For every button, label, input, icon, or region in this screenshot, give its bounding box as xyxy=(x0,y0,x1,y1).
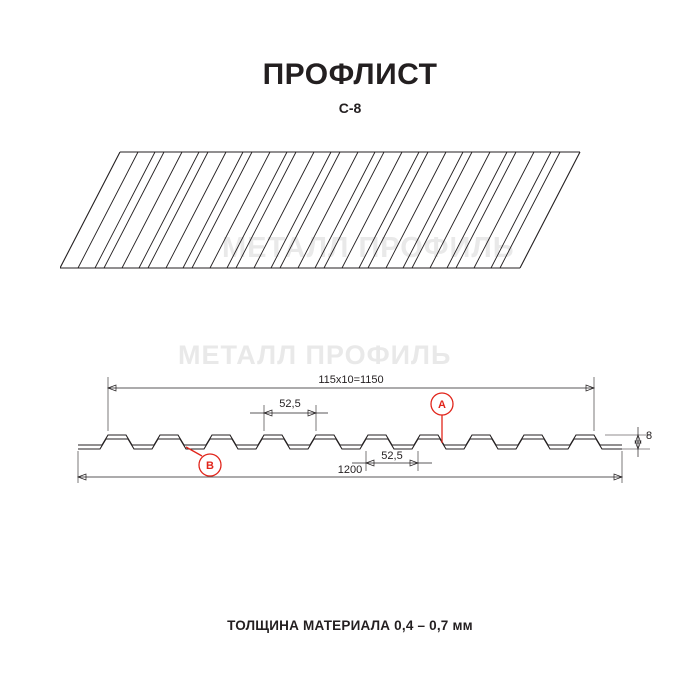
page-title: ПРОФЛИСТ xyxy=(262,58,438,91)
dimension-top-overall xyxy=(108,374,594,431)
dimension-pitch-lower-label: 52,5 xyxy=(381,450,403,462)
isometric-sheet-view xyxy=(60,140,640,305)
profile-cross-section xyxy=(78,435,622,449)
dimension-pitch-upper-label: 52,5 xyxy=(279,398,301,410)
dimension-top-overall-label: 115х10=1150 xyxy=(318,374,384,386)
material-thickness-note: ТОЛЩИНА МАТЕРИАЛА 0,4 – 0,7 мм xyxy=(227,618,473,633)
callout-b-label: B xyxy=(206,460,214,472)
dimension-height-label: 8 xyxy=(646,430,653,442)
callout-b xyxy=(186,447,221,476)
dimension-pitch-upper xyxy=(250,398,328,431)
profile-model-label: С-8 xyxy=(338,100,362,116)
dimension-pitch-lower xyxy=(352,450,432,471)
iso-corrugation-group xyxy=(60,152,580,268)
cross-section-view xyxy=(60,355,660,490)
watermark-lower: МЕТАЛЛ ПРОФИЛЬ xyxy=(178,340,452,370)
dimension-bottom-overall-label: 1200 xyxy=(337,464,363,476)
dimension-bottom-overall xyxy=(78,451,622,483)
watermark-upper: МЕТАЛЛ ПРОФИЛЬ xyxy=(222,232,515,264)
dimension-height xyxy=(605,427,652,457)
callout-a-label: A xyxy=(438,399,446,411)
